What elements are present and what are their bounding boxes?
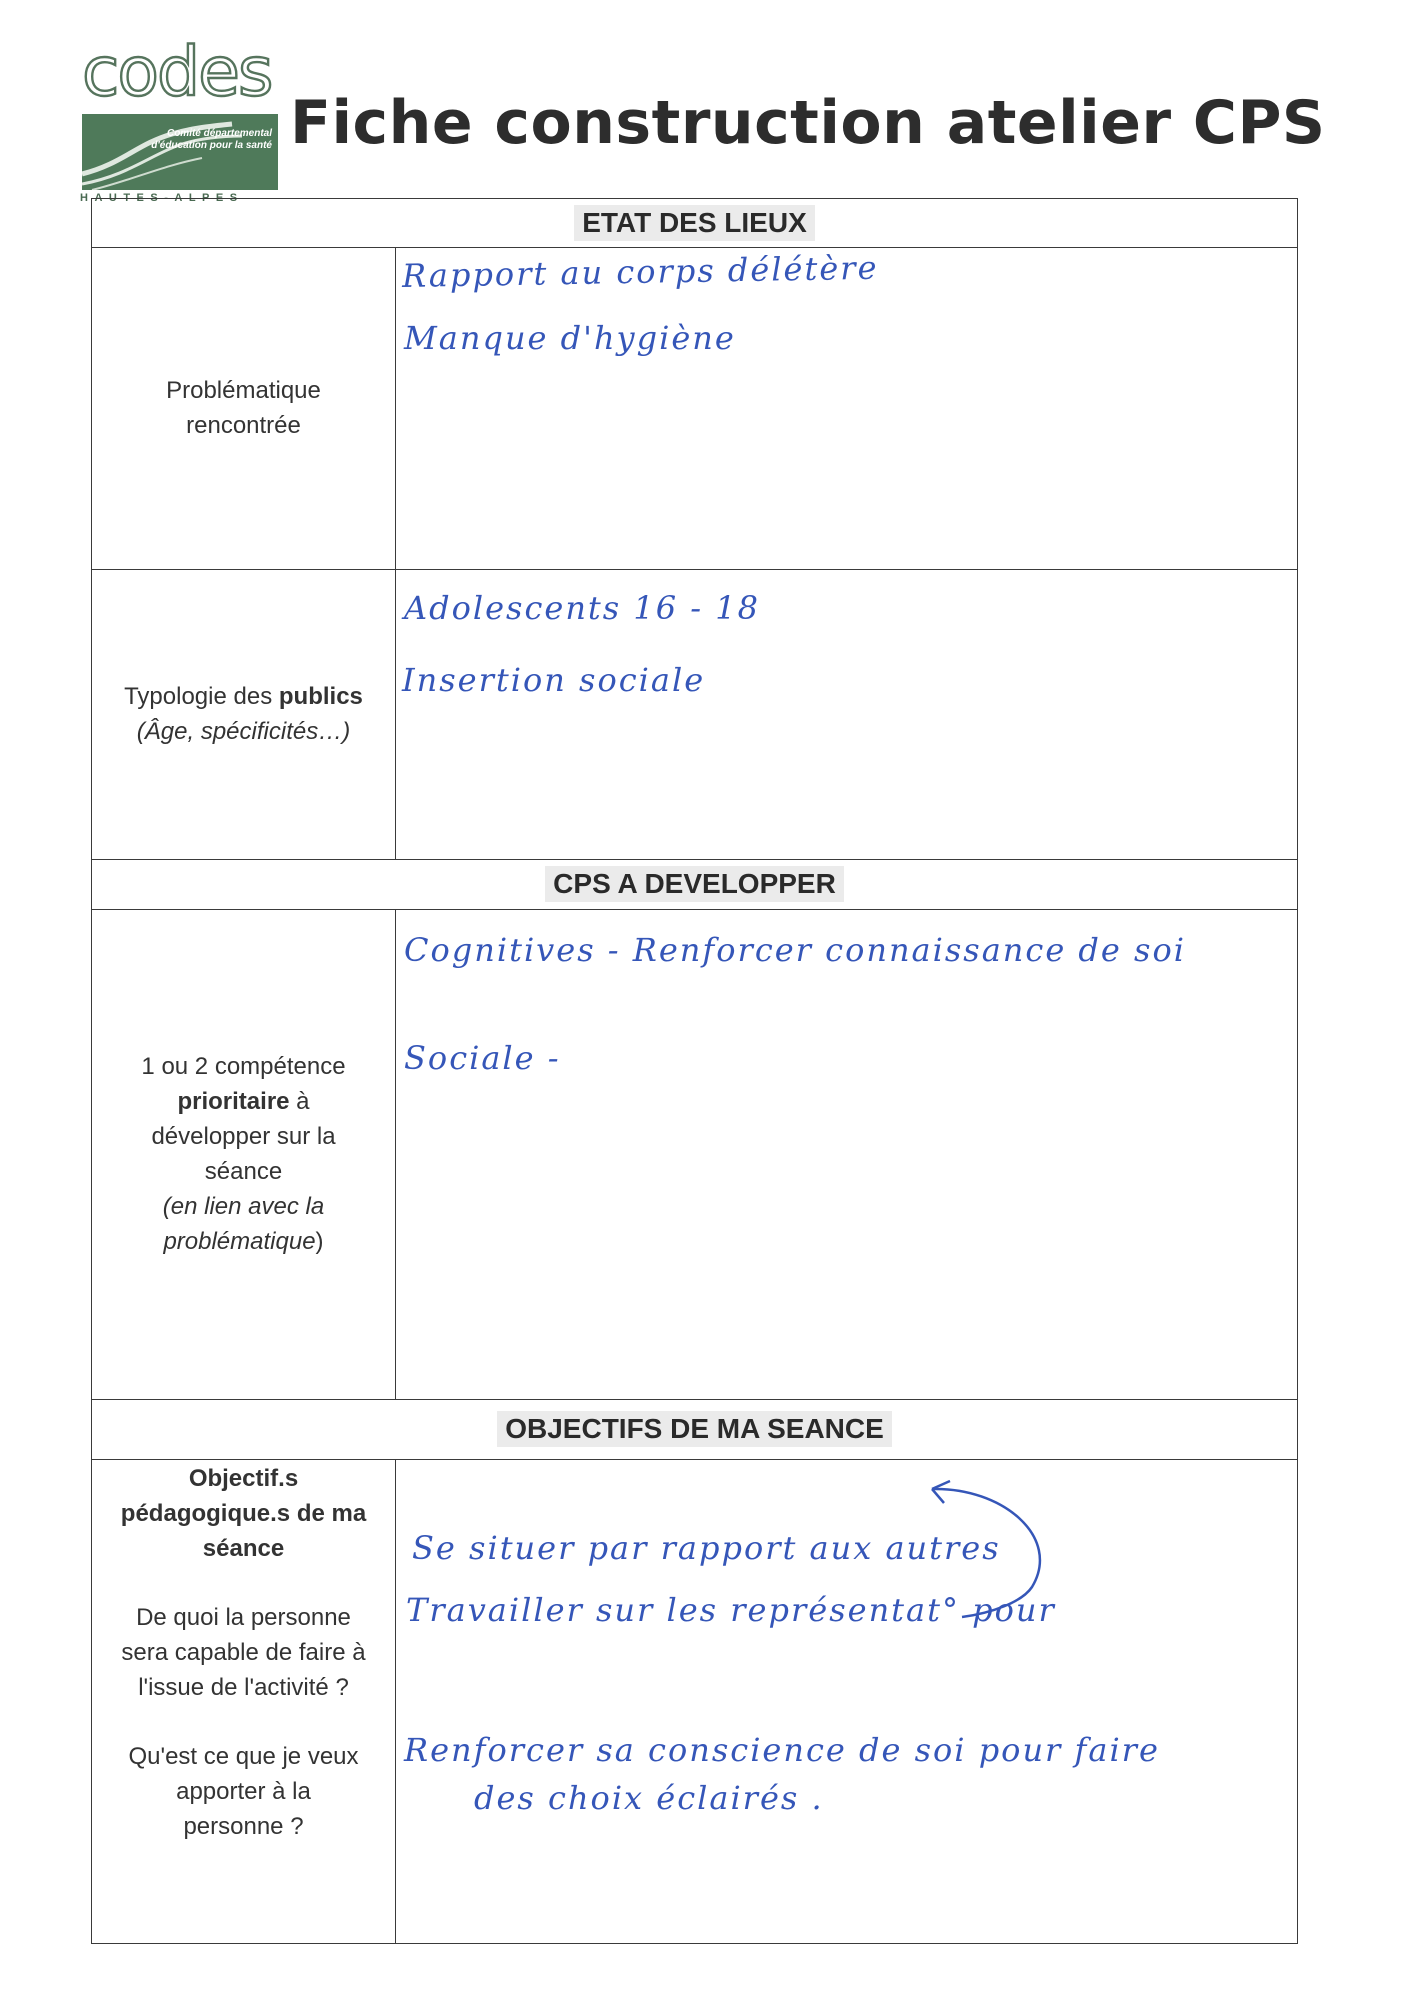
answer-objectifs-4: des choix éclairés .	[474, 1779, 824, 1817]
label-text: prioritaire à	[177, 1088, 310, 1115]
label-problematique	[92, 247, 396, 569]
label-text: Problématique	[166, 377, 321, 404]
logo-road-graphic	[82, 114, 278, 190]
label-competences	[92, 909, 396, 1399]
label-text: pédagogique.s de ma	[120, 1500, 367, 1527]
label-text: Objectif.s	[188, 1465, 299, 1492]
row-problematique	[92, 247, 1297, 570]
page-title: Fiche construction atelier CPS	[290, 88, 1326, 158]
answer-objectifs-3: Renforcer sa conscience de soi pour faire	[404, 1731, 1160, 1769]
answer-problematique-2: Manque d'hygiène	[404, 319, 736, 357]
label-text: sera capable de faire à	[121, 1639, 366, 1666]
handwritten-arrow	[912, 1477, 1072, 1627]
answer-objectifs-1: Se situer par rapport aux autres	[412, 1529, 1001, 1567]
answer-competences-2: Sociale -	[404, 1039, 561, 1077]
label-text: séance	[202, 1535, 285, 1562]
logo-tagline: Comité départemental d'éducation pour la santé	[151, 128, 272, 151]
answer-publics-2: Insertion sociale	[402, 661, 706, 699]
label-text: Typologie des publics	[124, 683, 363, 710]
label-hint: (en lien avec la	[162, 1193, 325, 1220]
answer-problematique-1: Rapport au corps délétère	[401, 248, 879, 295]
label-text: apporter à la	[176, 1778, 311, 1805]
label-hint: problématique)	[163, 1228, 324, 1255]
section-header-etat	[92, 199, 1297, 248]
section-title-etat: ETAT DES LIEUX	[574, 205, 815, 241]
label-text: Qu'est ce que je veux	[128, 1743, 359, 1770]
row-competences	[92, 909, 1297, 1400]
row-publics	[92, 569, 1297, 860]
row-objectifs	[92, 1459, 1297, 1943]
logo-badge	[82, 114, 278, 190]
section-header-cps	[92, 859, 1297, 910]
section-title-objectifs: OBJECTIFS DE MA SEANCE	[497, 1411, 892, 1447]
label-text: De quoi la personne	[136, 1604, 351, 1631]
label-text: 1 ou 2 compétence	[141, 1053, 346, 1080]
label-text: rencontrée	[186, 412, 301, 439]
answer-publics-1: Adolescents 16 - 18	[404, 589, 760, 627]
label-text: personne ?	[183, 1813, 304, 1840]
label-text: développer sur la	[151, 1123, 336, 1150]
codes-logo	[78, 33, 283, 204]
logo-region: HAUTES-ALPES	[80, 192, 244, 204]
label-text: l'issue de l'activité ?	[138, 1674, 349, 1701]
logo-wordmark: codes	[82, 33, 272, 112]
section-header-objectifs	[92, 1399, 1297, 1460]
label-objectifs	[92, 1459, 396, 1943]
label-text: séance	[204, 1158, 283, 1185]
answer-objectifs-2: Travailler sur les représentat° pour	[406, 1591, 1056, 1629]
form-table	[91, 198, 1298, 1944]
label-hint: (Âge, spécificités…)	[136, 718, 351, 745]
answer-competences-1: Cognitives - Renforcer connaissance de soi	[404, 931, 1186, 969]
label-publics	[92, 569, 396, 859]
section-title-cps: CPS A DEVELOPPER	[545, 866, 844, 902]
